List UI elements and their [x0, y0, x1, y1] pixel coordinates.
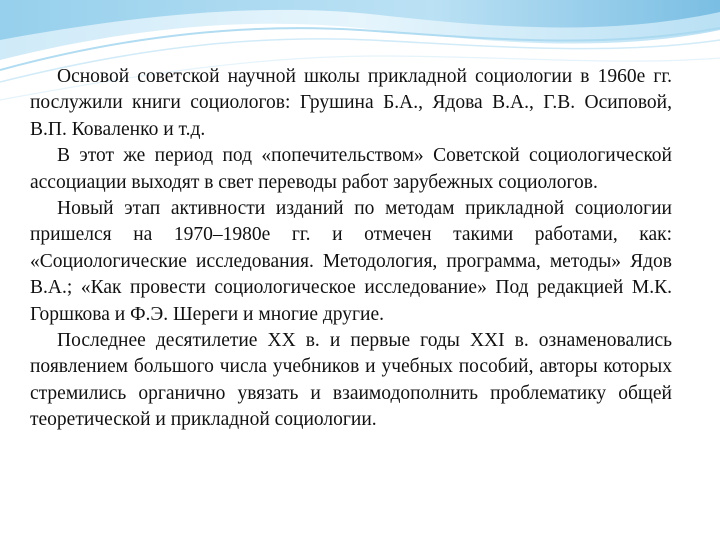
paragraph-1: Основой советской научной школы прикладной социологии в 1960е гг. послужили книги социологов: Грушина Б.А., Ядова В.А., Г.В. Осиповой, В.П. Коваленко и т.д. — [30, 66, 672, 140]
body-text — [30, 64, 672, 434]
paragraph-3: Новый этап активности изданий по методам прикладной социологии пришелся на 1970–1980е гг. и отмечен такими работами, как: «Социологические исследования. Методология, программа, методы» Ядов В.А.; «Как провести социологическое исследование» Под редакцией М.К. Горшкова и Ф.Э. Шереги и многие другие. — [30, 198, 672, 325]
paragraph-4: Последнее десятилетие XX в. и первые годы XXI в. ознаменовались появлением большого числа учебников и учебных пособий, авторы которых стремились органично увязать и взаимодополнить проблематику общей теоретической и прикладной социологии. — [30, 330, 672, 431]
paragraph-2: В этот же период под «попечительством» Советской социологической ассоциации выходят в свет переводы работ зарубежных социологов. — [30, 145, 672, 193]
